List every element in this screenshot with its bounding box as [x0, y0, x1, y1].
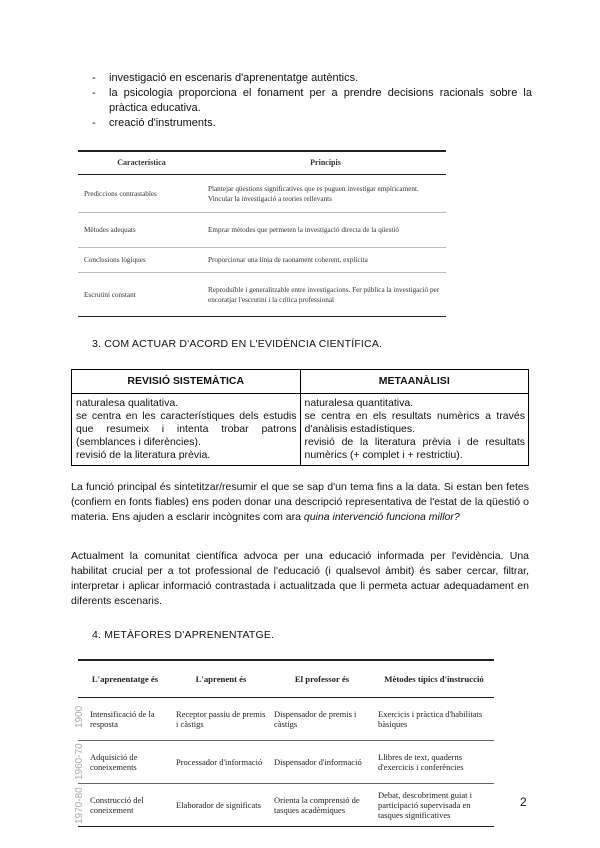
section-4-heading: 4. METÀFORES D'APRENENTATGE. — [92, 629, 275, 641]
table-cell: Adquisició de coneixements — [78, 741, 172, 784]
table-row — [78, 248, 446, 273]
table-header: METAANÀLISI — [300, 370, 529, 394]
principles-table — [78, 150, 446, 317]
table-cell: Prediccions contrastables — [78, 175, 205, 213]
era-label: 1970-80 — [74, 787, 85, 825]
list-item: - la psicologia proporciona el fonament per a prendre decisions racionals sobre la pràctica educativa. — [92, 86, 532, 116]
table-header: L'aprenent és — [172, 660, 270, 698]
table-cell: Elaborador de significats — [172, 784, 270, 827]
table-row — [78, 213, 446, 248]
table-cell: naturalesa quantitativa. se centra en els resultats numèrics a través d'anàlisis estadístiques. revisió de la literatura prèvia i de resultats numèrics (+ complet i + restrictiu). — [300, 394, 529, 466]
table-cell: Construcció del coneixement — [78, 784, 172, 827]
table-cell: naturalesa qualitativa. se centra en les característiques dels estudis que resumeix i intenta trobar patrons (semblances i diferències). revisió de la literatura prèvia. — [72, 394, 301, 466]
table-header: Característica — [78, 151, 205, 175]
era-label: 1960-70 — [74, 743, 85, 781]
table-cell: Mètodes adequats — [78, 213, 205, 248]
table-header: Principis — [205, 151, 446, 175]
table-row — [72, 394, 529, 466]
table-row — [78, 175, 446, 213]
table-cell: Escrutini constant — [78, 273, 205, 317]
table-header: Mètodes típics d'instrucció — [374, 660, 494, 698]
table-cell: Debat, descobriment guiat i participació supervisada en tasques significatives — [374, 784, 494, 827]
table-cell: Intensificació de la resposta — [78, 698, 172, 741]
table-cell: Receptor passiu de premis i càstigs — [172, 698, 270, 741]
table-cell: Plantejar qüestions significatives que es puguen investigar empíricament. Vincular la investigació a teories rellevants — [205, 175, 446, 213]
table-cell: Orienta la comprensió de tasques acadèmiques — [270, 784, 374, 827]
table-row — [78, 273, 446, 317]
era-label: 1900 — [74, 705, 85, 729]
table-cell: Conclusions lògiques — [78, 248, 205, 273]
paragraph-evidence: Actualment la comunitat científica advoca per una educació informada per l'evidència. Una habilitat crucial per a tot professional de l'educació (i qualsevol àmbit) és saber cercar, filtrar, interpretar i aplicar informació contrastada i actualitzada que li permeta actuar adequadament en diferents escenaris. — [71, 550, 529, 607]
table-row — [78, 698, 494, 741]
table-cell: Processador d'informació — [172, 741, 270, 784]
list-item: - investigació en escenaris d'aprenentatge autèntics. — [92, 71, 532, 86]
section-3-heading: 3. COM ACTUAR D'ACORD EN L'EVIDÈNCIA CIENTÍFICA. — [92, 338, 383, 350]
table-header: REVISIÓ SISTEMÀTICA — [72, 370, 301, 394]
paragraph-synthesis: La funció principal és sintetitzar/resumir el que se sap d'un tema fins a la data. Si estan ben fetes (confiem en fonts fiables) ens poden donar una descripció representativa de l'estat de la qüestió o materia. Ens ajuden a esclarir incògnites com ara quina intervenció funciona millor? — [71, 481, 529, 523]
table-row — [78, 741, 494, 784]
table-cell: Exercicis i pràctica d'habilitats bàsiques — [374, 698, 494, 741]
page-number: 2 — [520, 795, 527, 809]
table-header: El professor és — [270, 660, 374, 698]
list-item: - creació d'instruments. — [92, 116, 532, 131]
table-header: L'aprenentatge és — [78, 660, 172, 698]
revision-table — [71, 369, 529, 466]
table-cell: Dispensador d'informació — [270, 741, 374, 784]
metaphors-table — [78, 659, 494, 827]
table-cell: Reproduïble i generalitzable entre investigacions. Fer pública la investigació per encoratjar l'escrutini i la crítica professional — [205, 273, 446, 317]
bullet-list — [92, 71, 532, 131]
table-cell: Llibres de text, quaderns d'exercicis i conferències — [374, 741, 494, 784]
table-cell: Dispensador de premis i càstigs — [270, 698, 374, 741]
table-cell: Proporcionar una línia de raonament coherent, explícita — [205, 248, 446, 273]
table-row — [78, 784, 494, 827]
table-cell: Emprar mètodes que permeten la investigació directa de la qüestió — [205, 213, 446, 248]
